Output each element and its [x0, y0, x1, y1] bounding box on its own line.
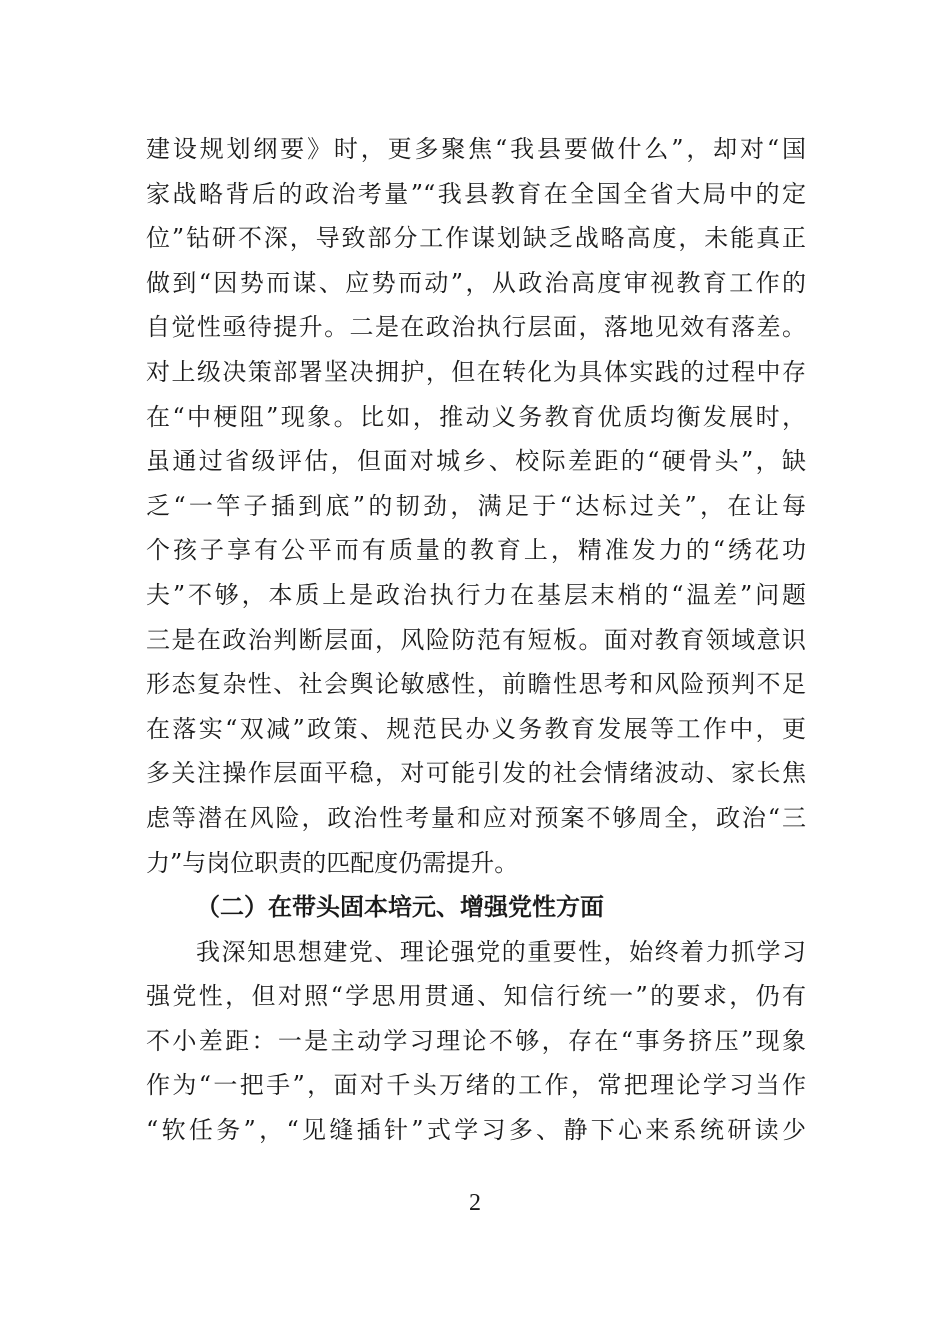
section-heading: （二）在带头固本培元、增强党性方面: [196, 892, 604, 921]
text-line: 形态复杂性、社会舆论敏感性，前瞻性思考和风险预判不足: [146, 670, 806, 699]
text-line: 虽通过省级评估，但面对城乡、校际差距的“硬骨头”，缺: [146, 447, 806, 476]
text-line: 力”与岗位职责的匹配度仍需提升。: [146, 848, 519, 877]
text-line: 个孩子享有公平而有质量的教育上，精准发力的“绣花功: [146, 536, 806, 565]
text-line: 我深知思想建党、理论强党的重要性，始终着力抓学习: [196, 937, 806, 966]
page-number: 2: [469, 1190, 481, 1216]
text-line: 做到“因势而谋、应势而动”，从政治高度审视教育工作的: [146, 268, 806, 297]
text-line: 三是在政治判断层面，风险防范有短板。面对教育领域意识: [146, 625, 806, 654]
text-line: “软任务”，“见缝插针”式学习多、静下心来系统研读少: [146, 1115, 806, 1144]
text-line: 乏“一竿子插到底”的韧劲，满足于“达标过关”，在让每: [146, 491, 806, 520]
text-line: 强党性，但对照“学思用贯通、知信行统一”的要求，仍有: [146, 982, 806, 1011]
body-paragraph-1: [146, 127, 806, 885]
text-line: 家战略背后的政治考量”“我县教育在全国全省大局中的定: [146, 179, 806, 208]
text-line: 自觉性亟待提升。二是在政治执行层面，落地见效有落差。: [146, 313, 806, 342]
text-line: 作为“一把手”，面对千头万绪的工作，常把理论学习当作: [146, 1071, 806, 1100]
text-line: 在落实“双减”政策、规范民办义务教育发展等工作中，更: [146, 714, 806, 743]
text-line: 夫”不够，本质上是政治执行力在基层末梢的“温差”问题: [146, 580, 806, 609]
text-line: 位”钻研不深，导致部分工作谋划缺乏战略高度，未能真正: [146, 224, 806, 253]
text-line: 建设规划纲要》时，更多聚焦“我县要做什么”，却对“国: [146, 135, 806, 163]
text-line: 虑等潜在风险，政治性考量和应对预案不够周全，政治“三: [146, 803, 806, 832]
text-line: 多关注操作层面平稳，对可能引发的社会情绪波动、家长焦: [146, 759, 806, 788]
text-line: 对上级决策部署坚决拥护，但在转化为具体实践的过程中存: [146, 357, 806, 386]
section-2: [146, 885, 806, 1153]
text-line: 在“中梗阻”现象。比如，推动义务教育优质均衡发展时，: [146, 402, 806, 431]
text-line: 不小差距：一是主动学习理论不够，存在“事务挤压”现象: [146, 1026, 806, 1055]
